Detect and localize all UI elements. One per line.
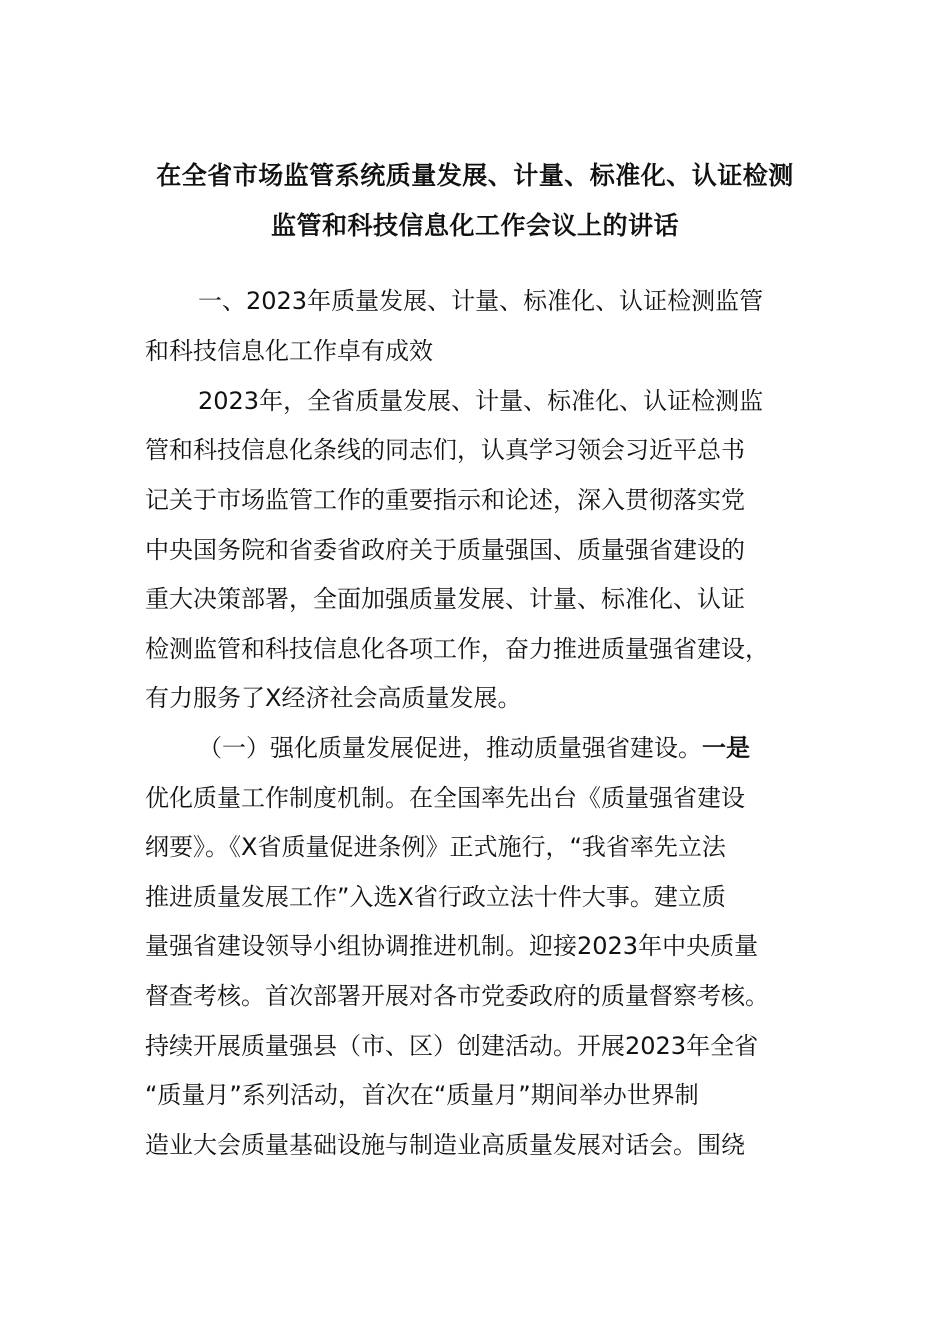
paragraph-2-line: 持续开展质量强县（市、区）创建活动。开展2023年全省 <box>145 1032 759 1060</box>
paragraph-1-line: 管和科技信息化条线的同志们，认真学习领会习近平总书 <box>145 436 745 464</box>
paragraph-1-line: 重大决策部署，全面加强质量发展、计量、标准化、认证 <box>145 585 745 613</box>
paragraph-2-line: 纲要》。《X省质量促进条例》正式施行，“我省率先立法 <box>145 833 726 861</box>
document-title-line-1: 在全省市场监管系统质量发展、计量、标准化、认证检测 <box>156 161 794 190</box>
subsection-heading: （一）强化质量发展促进，推动质量强省建设。 <box>198 734 702 762</box>
section-heading-line-1: 一、2023年质量发展、计量、标准化、认证检测监管 <box>198 287 764 315</box>
paragraph-1-line: 有力服务了X经济社会高质量发展。 <box>145 684 522 712</box>
paragraph-1-line: 检测监管和科技信息化各项工作，奋力推进质量强省建设， <box>145 635 769 663</box>
paragraph-2-line: 推进质量发展工作”入选X省行政立法十件大事。建立质 <box>145 883 726 911</box>
document-title-line-2: 监管和科技信息化工作会议上的讲话 <box>270 211 679 240</box>
paragraph-1-line: 记关于市场监管工作的重要指示和论述，深入贯彻落实党 <box>145 486 745 514</box>
paragraph-2-line: 量强省建设领导小组协调推进机制。迎接2023年中央质量 <box>145 932 759 960</box>
paragraph-2-line: 优化质量工作制度机制。在全国率先出台《质量强省建设 <box>145 784 745 812</box>
paragraph-2-first-line <box>198 732 750 764</box>
paragraph-1-line: 中央国务院和省委省政府关于质量强国、质量强省建设的 <box>145 536 745 564</box>
paragraph-2-line: 造业大会质量基础设施与制造业高质量发展对话会。围绕 <box>145 1131 745 1159</box>
paragraph-2-line: 督查考核。首次部署开展对各市党委政府的质量督察考核。 <box>145 982 769 1010</box>
paragraph-2-line: “质量月”系列活动，首次在“质量月”期间举办世界制 <box>145 1081 699 1109</box>
paragraph-1-line: 2023年，全省质量发展、计量、标准化、认证检测监 <box>198 387 764 415</box>
point-marker: 一是 <box>702 734 750 762</box>
section-heading-line-2: 和科技信息化工作卓有成效 <box>145 337 433 365</box>
